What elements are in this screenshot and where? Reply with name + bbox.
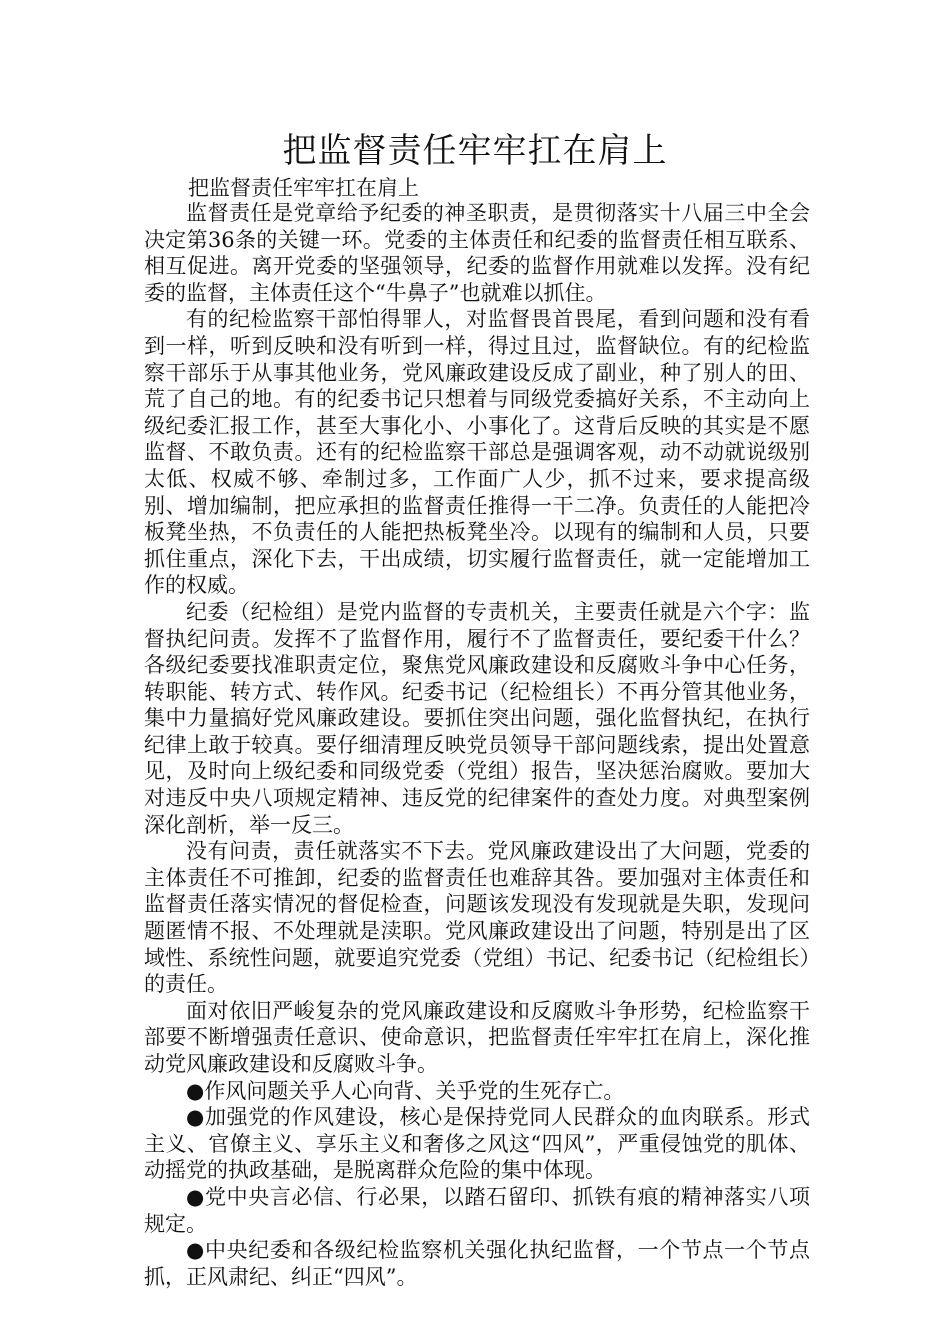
bullet-paragraph: ●中央纪委和各级纪检监察机关强化执纪监督，一个节点一个节点抓，正风肃纪、纠正“四风”。 [144,1238,810,1289]
paragraph: 没有问责，责任就落实不下去。党风廉政建设出了大问题，党委的主体责任不可推卸，纪委的监督责任也难辞其咎。要加强对主体责任和监督责任落实情况的督促检查，问题该发现没有发现就是失职，发现问题匿情不报、不处理就是渎职。党风廉政建设出了问题，特别是出了区域性、系统性问题，就要追究党委（党组）书记、纪委书记（纪检组长）的责任。 [144,839,810,997]
bullet-paragraph: ●加强党的作风建设，核心是保持党同人民群众的血肉联系。形式主义、官僚主义、享乐主义和奢侈之风这“四风”，严重侵蚀党的肌体、动摇党的执政基础，是脱离群众危险的集中体现。 [144,1105,810,1183]
paragraph: 纪委（纪检组）是党内监督的专责机关，主要责任就是六个字：监督执纪问责。发挥不了监督作用，履行不了监督责任，要纪委干什么？各级纪委要找准职责定位，聚焦党风廉政建设和反腐败斗争中心任务，转职能、转方式、转作风。纪委书记（纪检组长）不再分管其他业务，集中力量搞好党风廉政建设。要抓住突出问题，强化监督执纪，在执行纪律上敢于较真。要仔细清理反映党员领导干部问题线索，提出处置意见，及时向上级纪委和同级党委（党组）报告，坚决惩治腐败。要加大对违反中央八项规定精神、违反党的纪律案件的查处力度。对典型案例深化剖析，举一反三。 [144,599,810,837]
bullet-paragraph: ●作风问题关乎人心向背、关乎党的生死存亡。 [186,1078,625,1103]
paragraph: 监督责任是党章给予纪委的神圣职责，是贯彻落实十八届三中全会决定第36条的关键一环。党委的主体责任和纪委的监督责任相互联系、相互促进。离开党委的坚强领导，纪委的监督作用就难以发挥。没有纪委的监督，主体责任这个“牛鼻子”也就难以抓住。 [144,201,810,305]
document-body [144,200,810,1290]
document-subtitle: 把监督责任牢牢扛在肩上 [188,176,419,200]
paragraph: 有的纪检监察干部怕得罪人，对监督畏首畏尾，看到问题和没有看到一样，听到反映和没有听到一样，得过且过，监督缺位。有的纪检监察干部乐于从事其他业务，党风廉政建设反成了副业，种了别人的田、荒了自己的地。有的纪委书记只想着与同级党委搞好关系，不主动向上级纪委汇报工作，甚至大事化小、小事化了。这背后反映的其实是不愿监督、不敢负责。还有的纪检监察干部总是强调客观，动不动就说级别太低、权威不够、牵制过多，工作面广人少，抓不过来，要求提高级别、增加编制，把应承担的监督责任推得一干二净。负责任的人能把冷板凳坐热，不负责任的人能把热板凳坐冷。以现有的编制和人员，只要抓住重点，深化下去，干出成绩，切实履行监督责任，就一定能增加工作的权威。 [144,307,810,598]
document-title: 把监督责任牢牢扛在肩上 [282,131,668,171]
paragraph: 面对依旧严峻复杂的党风廉政建设和反腐败斗争形势，纪检监察干部要不断增强责任意识、使命意识，把监督责任牢牢扛在肩上，深化推动党风廉政建设和反腐败斗争。 [144,998,810,1076]
bullet-paragraph: ●党中央言必信、行必果，以踏石留印、抓铁有痕的精神落实八项规定。 [144,1184,810,1236]
